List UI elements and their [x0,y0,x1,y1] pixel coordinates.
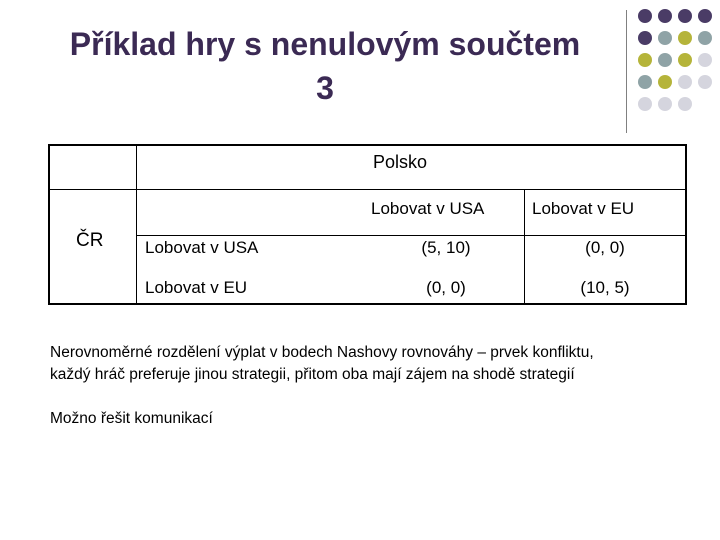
decorative-dot [658,31,672,45]
row-player-label: ČR [76,230,104,251]
decorative-dot [658,53,672,67]
note-line-3: Možno řešit komunikací [50,410,213,427]
decorative-dot [698,75,712,89]
table-border-top [48,144,687,146]
note-line-1: Nerovnoměrné rozdělení výplat v bodech Nashovy rovnováhy – prvek konfliktu, [50,344,594,361]
payoff-cell-eu-eu: (10, 5) [580,278,630,297]
decorative-dot [658,75,672,89]
row-strategy-eu: Lobovat v EU [145,278,248,297]
decorative-dot [678,53,692,67]
slide-title [30,22,620,110]
notes-block [50,342,700,430]
decorative-dot [678,31,692,45]
decorative-dot [678,97,692,111]
decorative-dot [658,97,672,111]
payoff-table [48,144,687,305]
decorative-divider-line [626,10,627,133]
slide-title-line-1: Příklad hry s nenulovým součtem [69,26,581,62]
column-player-label: Polsko [373,152,428,172]
table-divider-column-labels [136,235,687,236]
column-strategy-usa: Lobovat v USA [371,199,485,218]
table-border-bottom [48,303,687,305]
decorative-dot-grid [638,9,718,119]
decorative-dot [698,9,712,23]
payoff-cell-eu-usa: (0, 0) [426,278,466,297]
slide-title-line-2: 3 [316,70,334,106]
payoff-cell-usa-eu: (0, 0) [585,238,625,257]
table-border-right [685,144,687,305]
decorative-dot [678,9,692,23]
decorative-dot [638,97,652,111]
decorative-dot [638,9,652,23]
decorative-dot [638,31,652,45]
table-divider-header [48,189,687,190]
decorative-dot [658,9,672,23]
decorative-dot [678,75,692,89]
decorative-dot [638,75,652,89]
column-strategy-eu: Lobovat v EU [532,199,635,218]
decorative-dot [698,31,712,45]
table-border-left [48,144,50,305]
decorative-dot [698,53,712,67]
row-strategy-usa: Lobovat v USA [145,238,259,257]
note-line-2: každý hráč preferuje jinou strategii, přitom oba mají zájem na shodě strategií [50,366,575,383]
payoff-cell-usa-usa: (5, 10) [421,238,471,257]
decorative-dot [638,53,652,67]
table-divider-row-player [136,144,137,305]
